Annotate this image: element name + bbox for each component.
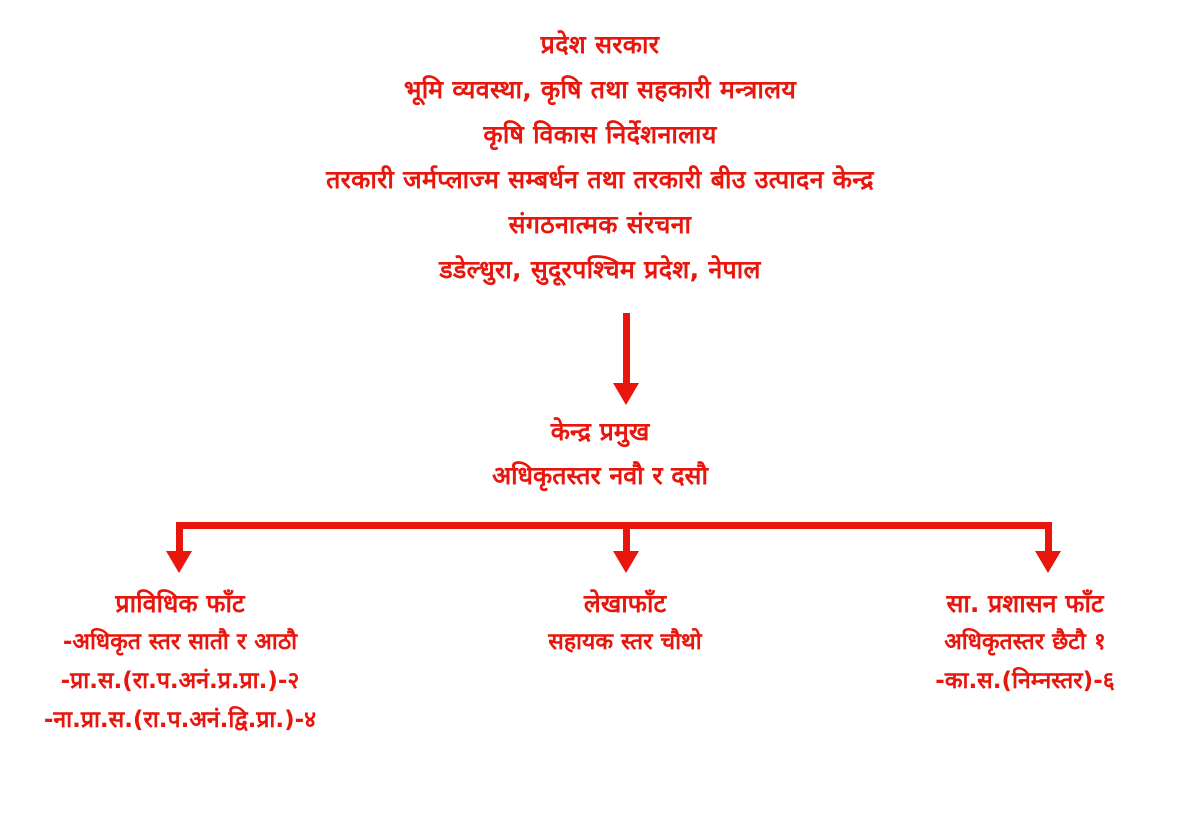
branch-line: -का.स.(निम्नस्तर)-६ — [935, 668, 1115, 694]
branch-line: -प्रा.स.(रा.प.अनं.प्र.प्रा.)-२ — [60, 668, 300, 694]
branch-line: -अधिकृत स्तर सातौ र आठौ — [62, 629, 298, 655]
center-node-subtitle: अधिकृतस्तर नवौै र दसौ — [492, 461, 708, 490]
center-node — [0, 410, 1200, 498]
center-node-title: केन्द्र प्रमुख — [550, 417, 650, 446]
arrow-down-icon-left — [166, 551, 192, 573]
branch-accounts — [440, 585, 810, 662]
connector-branch-middle — [623, 522, 630, 554]
arrow-down-icon-right — [1035, 551, 1061, 573]
arrow-down-icon-center — [613, 383, 639, 405]
branch-title: सा. प्रशासन फाँट — [946, 589, 1104, 618]
branch-technical — [0, 585, 360, 740]
branch-title: प्राविधिक फाँट — [115, 589, 245, 618]
connector-branch-left — [176, 522, 183, 554]
header-line-2: भूमि व्यवस्था, कृषि तथा सहकारी मन्त्रालय — [403, 75, 797, 104]
header-line-4: तरकारी जर्मप्लाज्म सम्बर्धन तथा तरकारी बीउ उत्पादन केन्द्र — [326, 165, 874, 194]
connector-horizontal-bus — [176, 522, 1052, 529]
branch-general-administration — [850, 585, 1200, 701]
header-line-5: संगठनात्मक संरचना — [508, 210, 692, 239]
chart-header — [0, 22, 1200, 292]
header-line-1: प्रदेश सरकार — [540, 30, 660, 59]
header-line-3: कृषि विकास निर्देशनालाय — [483, 120, 717, 149]
connector-branch-right — [1045, 522, 1052, 554]
connector-header-to-center — [623, 313, 630, 385]
branch-line: सहायक स्तर चौथो — [548, 629, 702, 655]
branch-line: अधिकृतस्तर छैटौ १ — [944, 629, 1106, 655]
header-line-6: डडेल्धुरा, सुदूरपश्चिम प्रदेश, नेपाल — [439, 255, 761, 284]
branch-line: -ना.प्रा.स.(रा.प.अनं.द्वि.प्रा.)-४ — [43, 707, 317, 733]
branch-title: लेखाफाँट — [583, 589, 667, 618]
arrow-down-icon-middle — [613, 551, 639, 573]
